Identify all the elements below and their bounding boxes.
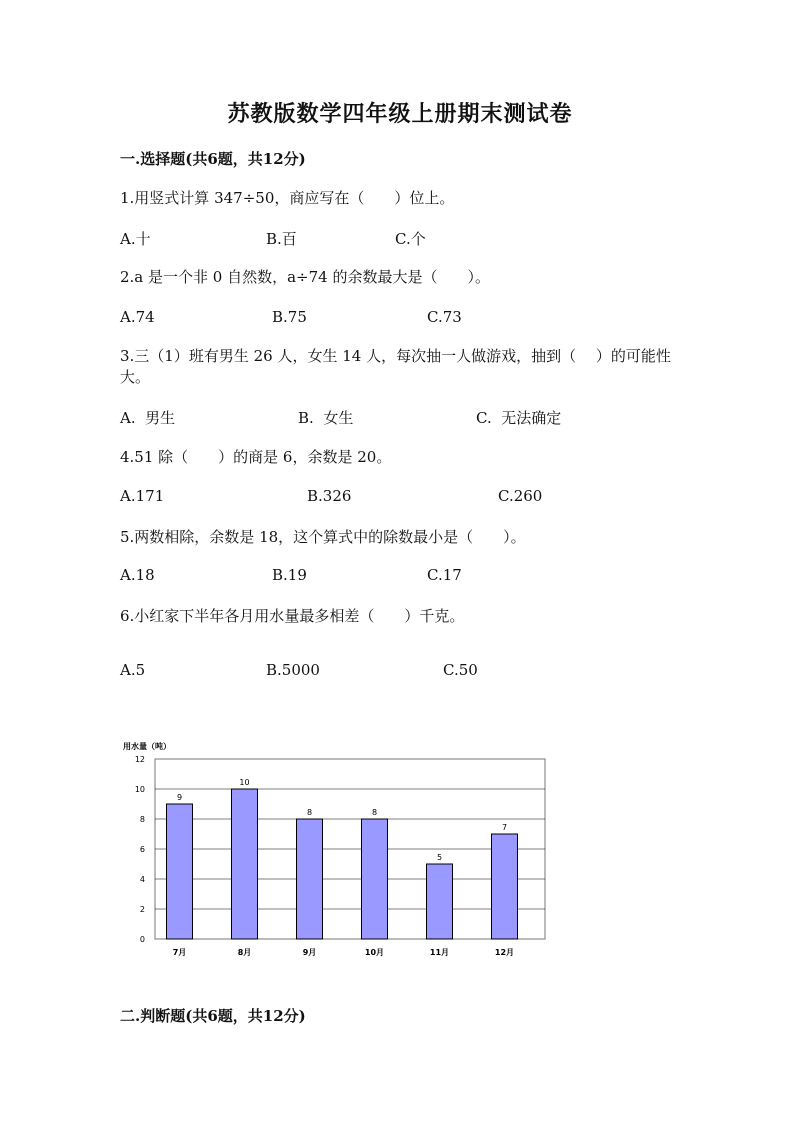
y-tick-label: 12 — [134, 755, 145, 764]
q1-option-c: C.个 — [395, 230, 426, 248]
q6-option-b: B.5000 — [266, 661, 320, 679]
bar-value-label: 7 — [501, 823, 508, 832]
chart-bars — [167, 789, 518, 939]
bar-1 — [167, 804, 193, 939]
q5-option-a: A.18 — [120, 566, 155, 584]
chart-grid — [155, 759, 545, 939]
q3-option-b: B. 女生 — [298, 409, 354, 427]
y-tick-label: 4 — [139, 875, 145, 884]
bar-value-label: 10 — [239, 778, 250, 787]
q6-option-c: C.50 — [443, 661, 478, 679]
y-tick-label: 2 — [139, 905, 145, 914]
q2-option-a: A.74 — [120, 308, 155, 326]
question-3: 3.三（1）班有男生 26 人，女生 14 人，每次抽一人做游戏，抽到（ ）的可能性大。 — [120, 347, 671, 386]
question-1: 1.用竖式计算 347÷50，商应写在（ ）位上。 — [120, 189, 455, 207]
bar-6 — [492, 834, 518, 939]
x-tick-label: 11月 — [429, 948, 450, 957]
q3-option-c: C. 无法确定 — [476, 409, 562, 427]
q1-option-b: B.百 — [266, 230, 297, 248]
question-5: 5.两数相除，余数是 18，这个算式中的除数最小是（ ）。 — [120, 528, 526, 546]
bar-4 — [362, 819, 388, 939]
q5-option-b: B.19 — [272, 566, 307, 584]
q4-option-b: B.326 — [307, 487, 352, 505]
bar-2 — [232, 789, 258, 939]
question-6: 6.小红家下半年各月用水量最多相差（ ）千克。 — [120, 607, 465, 625]
q4-option-a: A.171 — [120, 487, 165, 505]
question-2: 2.a 是一个非 0 自然数，a÷74 的余数最大是（ ）。 — [120, 268, 490, 286]
water-usage-bar-chart — [115, 736, 555, 966]
x-tick-label: 12月 — [494, 948, 515, 957]
section-heading-judgment: 二.判断题(共6题，共12分) — [120, 1007, 306, 1025]
q2-option-b: B.75 — [272, 308, 307, 326]
x-tick-label: 10月 — [364, 948, 385, 957]
bar-5 — [427, 864, 453, 939]
bar-3 — [297, 819, 323, 939]
q4-option-c: C.260 — [498, 487, 543, 505]
bar-value-label: 9 — [176, 793, 183, 802]
y-tick-label: 0 — [139, 935, 145, 944]
y-tick-label: 8 — [139, 815, 145, 824]
bar-value-label: 8 — [306, 808, 313, 817]
document-title: 苏教版数学四年级上册期末测试卷 — [227, 101, 573, 127]
x-tick-label: 7月 — [172, 948, 187, 957]
x-tick-label: 9月 — [302, 948, 317, 957]
q6-option-a: A.5 — [120, 661, 146, 679]
q2-option-c: C.73 — [427, 308, 462, 326]
bar-value-label: 5 — [436, 853, 443, 862]
q3-option-a: A. 男生 — [120, 409, 176, 427]
y-tick-label: 10 — [134, 785, 145, 794]
section-heading-choice: 一.选择题(共6题，共12分) — [120, 150, 306, 168]
x-tick-label: 8月 — [237, 948, 252, 957]
chart-ylabel: 用水量（吨） — [123, 742, 171, 751]
q1-option-a: A.十 — [120, 230, 151, 248]
q5-option-c: C.17 — [427, 566, 462, 584]
question-4: 4.51 除（ ）的商是 6，余数是 20。 — [120, 448, 392, 466]
bar-value-label: 8 — [371, 808, 378, 817]
y-tick-label: 6 — [139, 845, 145, 854]
